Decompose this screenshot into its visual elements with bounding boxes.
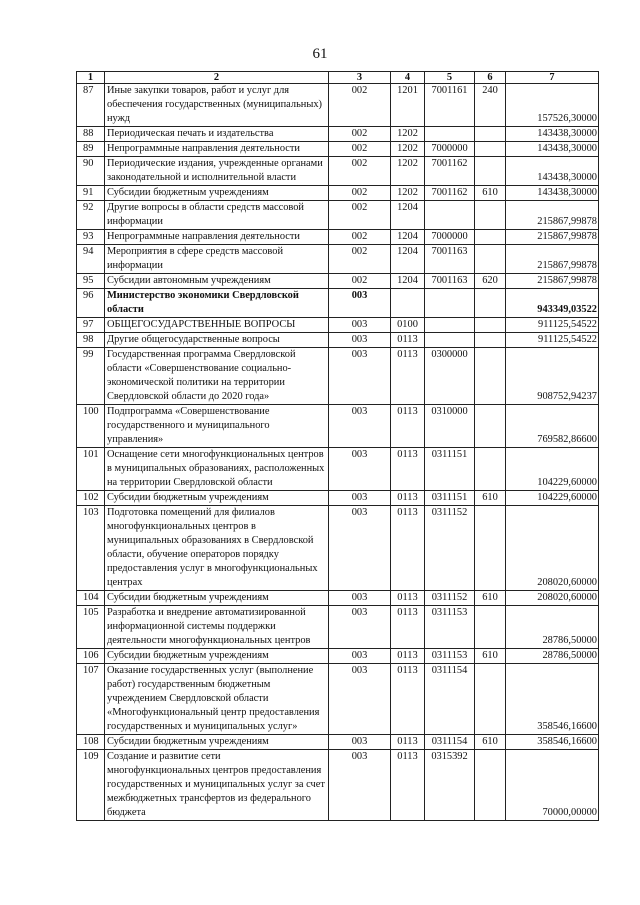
table-row (77, 157, 599, 186)
amount-cell: 104229,60000 (506, 448, 599, 491)
amount-cell: 208020,60000 (506, 591, 599, 606)
row-number-cell: 108 (77, 735, 105, 750)
section-code-cell: 1204 (391, 274, 425, 289)
table-row (77, 491, 599, 506)
amount-cell: 157526,30000 (506, 84, 599, 127)
table-row (77, 230, 599, 245)
row-number-cell: 100 (77, 405, 105, 448)
row-number-cell: 99 (77, 348, 105, 405)
amount-cell: 943349,03522 (506, 289, 599, 318)
section-code-cell: 1204 (391, 201, 425, 230)
target-article-cell (425, 318, 475, 333)
amount-cell: 215867,99878 (506, 245, 599, 274)
ministry-code-cell: 003 (329, 491, 391, 506)
section-code-cell: 1204 (391, 230, 425, 245)
target-article-cell: 0311154 (425, 735, 475, 750)
section-code-cell: 1202 (391, 142, 425, 157)
ministry-code-cell: 003 (329, 405, 391, 448)
table-row (77, 405, 599, 448)
row-name-cell: Другие общегосударственные вопросы (105, 333, 329, 348)
table-row (77, 142, 599, 157)
section-code-cell: 1202 (391, 186, 425, 201)
header-col-2: 2 (105, 72, 329, 84)
expense-type-cell (475, 201, 506, 230)
row-number-cell: 96 (77, 289, 105, 318)
section-code-cell: 0113 (391, 591, 425, 606)
row-number-cell: 91 (77, 186, 105, 201)
target-article-cell: 7000000 (425, 230, 475, 245)
expense-type-cell (475, 245, 506, 274)
section-code-cell: 0100 (391, 318, 425, 333)
table-row (77, 735, 599, 750)
row-number-cell: 102 (77, 491, 105, 506)
amount-cell: 215867,99878 (506, 274, 599, 289)
expense-type-cell: 620 (475, 274, 506, 289)
section-code-cell: 0113 (391, 448, 425, 491)
table-row (77, 649, 599, 664)
row-number-cell: 92 (77, 201, 105, 230)
ministry-code-cell: 002 (329, 186, 391, 201)
table-row (77, 84, 599, 127)
row-number-cell: 87 (77, 84, 105, 127)
budget-table (76, 71, 599, 821)
row-number-cell: 89 (77, 142, 105, 157)
expense-type-cell: 610 (475, 591, 506, 606)
row-name-cell: ОБЩЕГОСУДАРСТВЕННЫЕ ВОПРОСЫ (105, 318, 329, 333)
expense-type-cell (475, 348, 506, 405)
amount-cell: 143438,30000 (506, 186, 599, 201)
table-row (77, 127, 599, 142)
amount-cell: 143438,30000 (506, 157, 599, 186)
target-article-cell: 7001163 (425, 245, 475, 274)
target-article-cell: 7001162 (425, 186, 475, 201)
expense-type-cell (475, 506, 506, 591)
table-row (77, 186, 599, 201)
target-article-cell: 0310000 (425, 405, 475, 448)
target-article-cell (425, 127, 475, 142)
ministry-code-cell: 002 (329, 245, 391, 274)
expense-type-cell (475, 127, 506, 142)
target-article-cell (425, 333, 475, 348)
expense-type-cell: 610 (475, 649, 506, 664)
expense-type-cell (475, 750, 506, 821)
ministry-code-cell: 003 (329, 318, 391, 333)
row-name-cell: Субсидии бюджетным учреждениям (105, 186, 329, 201)
target-article-cell: 0311151 (425, 491, 475, 506)
row-number-cell: 104 (77, 591, 105, 606)
row-number-cell: 97 (77, 318, 105, 333)
header-col-7: 7 (506, 72, 599, 84)
section-code-cell: 1204 (391, 245, 425, 274)
ministry-code-cell: 002 (329, 157, 391, 186)
section-code-cell: 0113 (391, 664, 425, 735)
section-code-cell: 1201 (391, 84, 425, 127)
ministry-code-cell: 002 (329, 127, 391, 142)
expense-type-cell (475, 289, 506, 318)
amount-cell: 215867,99878 (506, 230, 599, 245)
row-name-cell: Иные закупки товаров, работ и услуг для обеспечения государственных (муниципальных) нужд (105, 84, 329, 127)
target-article-cell: 7001162 (425, 157, 475, 186)
amount-cell: 911125,54522 (506, 318, 599, 333)
expense-type-cell (475, 318, 506, 333)
target-article-cell: 0311153 (425, 606, 475, 649)
row-number-cell: 93 (77, 230, 105, 245)
amount-cell: 358546,16600 (506, 664, 599, 735)
row-name-cell: Оказание государственных услуг (выполнение работ) государственным бюджетным учреждением Свердловской области «Многофункциональный центр предоставления государственных и муниципальных услуг» (105, 664, 329, 735)
section-code-cell: 0113 (391, 333, 425, 348)
ministry-code-cell: 003 (329, 664, 391, 735)
table-row (77, 448, 599, 491)
ministry-code-cell: 003 (329, 606, 391, 649)
target-article-cell: 7001161 (425, 84, 475, 127)
row-number-cell: 107 (77, 664, 105, 735)
expense-type-cell (475, 157, 506, 186)
target-article-cell (425, 201, 475, 230)
ministry-code-cell: 002 (329, 201, 391, 230)
target-article-cell (425, 289, 475, 318)
table-row (77, 245, 599, 274)
section-code-cell: 0113 (391, 491, 425, 506)
ministry-code-cell: 003 (329, 448, 391, 491)
target-article-cell: 0311152 (425, 506, 475, 591)
row-name-cell: Подготовка помещений для филиалов многофункциональных центров в муниципальных образованиях в Свердловской области, обучение операторов порядку предоставления услуг в многофункциональных центрах (105, 506, 329, 591)
target-article-cell: 0300000 (425, 348, 475, 405)
row-name-cell: Разработка и внедрение автоматизированной информационной системы поддержки деятельности многофункциональных центров (105, 606, 329, 649)
section-code-cell: 0113 (391, 506, 425, 591)
section-code-cell: 1202 (391, 127, 425, 142)
target-article-cell: 0311151 (425, 448, 475, 491)
row-name-cell: Подпрограмма «Совершенствование государственного и муниципального управления» (105, 405, 329, 448)
row-number-cell: 98 (77, 333, 105, 348)
ministry-code-cell: 003 (329, 348, 391, 405)
target-article-cell: 7001163 (425, 274, 475, 289)
expense-type-cell (475, 333, 506, 348)
section-code-cell: 0113 (391, 405, 425, 448)
table-row (77, 274, 599, 289)
table-row (77, 348, 599, 405)
expense-type-cell (475, 230, 506, 245)
amount-cell: 908752,94237 (506, 348, 599, 405)
expense-type-cell (475, 448, 506, 491)
target-article-cell: 0311153 (425, 649, 475, 664)
header-col-5: 5 (425, 72, 475, 84)
amount-cell: 215867,99878 (506, 201, 599, 230)
row-number-cell: 109 (77, 750, 105, 821)
row-name-cell: Периодические издания, учрежденные органами законодательной и исполнительной власти (105, 157, 329, 186)
section-code-cell: 0113 (391, 348, 425, 405)
row-name-cell: Периодическая печать и издательства (105, 127, 329, 142)
ministry-code-cell: 003 (329, 735, 391, 750)
row-number-cell: 103 (77, 506, 105, 591)
ministry-code-cell: 002 (329, 84, 391, 127)
amount-cell: 104229,60000 (506, 491, 599, 506)
row-number-cell: 105 (77, 606, 105, 649)
ministry-code-cell: 003 (329, 649, 391, 664)
row-name-cell: Субсидии бюджетным учреждениям (105, 491, 329, 506)
amount-cell: 28786,50000 (506, 606, 599, 649)
expense-type-cell: 610 (475, 491, 506, 506)
table-row (77, 506, 599, 591)
ministry-code-cell: 003 (329, 333, 391, 348)
row-name-cell: Субсидии автономным учреждениям (105, 274, 329, 289)
amount-cell: 358546,16600 (506, 735, 599, 750)
row-name-cell: Оснащение сети многофункциональных центров в муниципальных образованиях, расположенных на территории Свердловской области (105, 448, 329, 491)
table-row (77, 664, 599, 735)
ministry-code-cell: 002 (329, 230, 391, 245)
section-code-cell: 0113 (391, 750, 425, 821)
ministry-code-cell: 003 (329, 506, 391, 591)
row-name-cell: Министерство экономики Свердловской области (105, 289, 329, 318)
section-code-cell: 0113 (391, 606, 425, 649)
amount-cell: 70000,00000 (506, 750, 599, 821)
amount-cell: 911125,54522 (506, 333, 599, 348)
header-col-6: 6 (475, 72, 506, 84)
expense-type-cell (475, 142, 506, 157)
row-name-cell: Непрограммные направления деятельности (105, 230, 329, 245)
expense-type-cell: 240 (475, 84, 506, 127)
row-number-cell: 90 (77, 157, 105, 186)
row-name-cell: Другие вопросы в области средств массовой информации (105, 201, 329, 230)
row-name-cell: Непрограммные направления деятельности (105, 142, 329, 157)
amount-cell: 769582,86600 (506, 405, 599, 448)
row-name-cell: Государственная программа Свердловской области «Совершенствование социально-экономической политики на территории Свердловской области до 2020 года» (105, 348, 329, 405)
target-article-cell: 7000000 (425, 142, 475, 157)
table-header-row (77, 72, 599, 84)
row-number-cell: 94 (77, 245, 105, 274)
row-name-cell: Субсидии бюджетным учреждениям (105, 735, 329, 750)
table-row (77, 591, 599, 606)
row-name-cell: Создание и развитие сети многофункциональных центров предоставления государственных и муниципальных услуг за счет межбюджетных трансфертов из федерального бюджета (105, 750, 329, 821)
row-number-cell: 106 (77, 649, 105, 664)
page-number: 61 (312, 46, 328, 62)
table-row (77, 606, 599, 649)
row-number-cell: 101 (77, 448, 105, 491)
expense-type-cell (475, 606, 506, 649)
row-number-cell: 88 (77, 127, 105, 142)
row-name-cell: Субсидии бюджетным учреждениям (105, 649, 329, 664)
table-row (77, 750, 599, 821)
section-code-cell (391, 289, 425, 318)
section-code-cell: 1202 (391, 157, 425, 186)
table-row (77, 289, 599, 318)
target-article-cell: 0315392 (425, 750, 475, 821)
ministry-code-cell: 002 (329, 142, 391, 157)
section-code-cell: 0113 (391, 649, 425, 664)
ministry-code-cell: 003 (329, 591, 391, 606)
amount-cell: 208020,60000 (506, 506, 599, 591)
expense-type-cell: 610 (475, 735, 506, 750)
target-article-cell: 0311154 (425, 664, 475, 735)
header-col-4: 4 (391, 72, 425, 84)
header-col-3: 3 (329, 72, 391, 84)
row-number-cell: 95 (77, 274, 105, 289)
expense-type-cell (475, 405, 506, 448)
row-name-cell: Субсидии бюджетным учреждениям (105, 591, 329, 606)
ministry-code-cell: 003 (329, 289, 391, 318)
row-name-cell: Мероприятия в сфере средств массовой информации (105, 245, 329, 274)
amount-cell: 143438,30000 (506, 142, 599, 157)
amount-cell: 28786,50000 (506, 649, 599, 664)
amount-cell: 143438,30000 (506, 127, 599, 142)
section-code-cell: 0113 (391, 735, 425, 750)
table-row (77, 333, 599, 348)
ministry-code-cell: 002 (329, 274, 391, 289)
header-col-1: 1 (77, 72, 105, 84)
expense-type-cell (475, 664, 506, 735)
target-article-cell: 0311152 (425, 591, 475, 606)
table-row (77, 318, 599, 333)
ministry-code-cell: 003 (329, 750, 391, 821)
table-row (77, 201, 599, 230)
expense-type-cell: 610 (475, 186, 506, 201)
